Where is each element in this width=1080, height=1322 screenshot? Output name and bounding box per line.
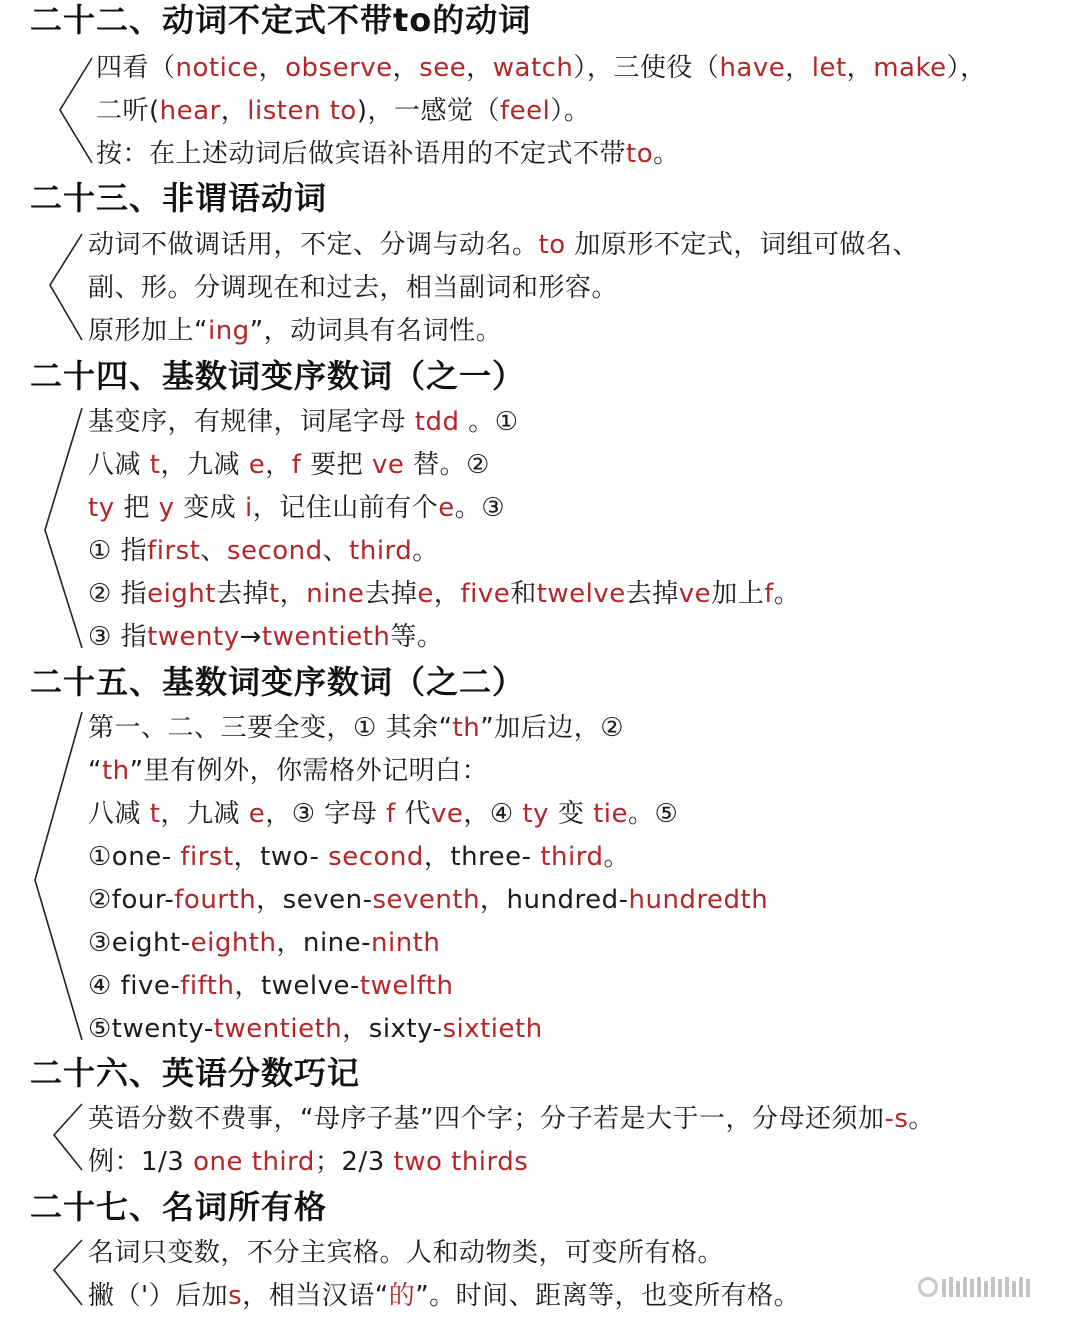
brace-s25 [35, 712, 82, 1040]
s26-line-2: 例：1/3 one third；2/3 two thirds [88, 1147, 529, 1177]
s24-line-6: ③ 指twenty→twentieth等。 [88, 622, 444, 652]
s26-line-1: 英语分数不费事，“母序子基”四个字；分子若是大于一，分母还须加-s。 [88, 1104, 935, 1134]
s22-line-3: 按：在上述动词后做宾语补语用的不定式不带to。 [96, 139, 680, 169]
watermark-circle-icon [918, 1277, 938, 1297]
watermark-logo [918, 1276, 1058, 1298]
s25-line-2: “th”里有例外，你需格外记明白： [88, 756, 489, 786]
watermark-bars-icon [942, 1277, 1030, 1297]
s22-line-1: 四看（notice，observe，see，watch），三使役（have，let，make）， [96, 53, 987, 83]
s24-line-3: ty 把 y 变成 i，记住山前有个e。③ [88, 493, 506, 523]
s25-line-8: ⑤twenty-twentieth，sixty-sixtieth [88, 1014, 543, 1044]
s24-line-5: ② 指eight去掉t，nine去掉e，five和twelve去掉ve加上f。 [88, 579, 801, 609]
s27-line-2: 撇（'）后加s，相当汉语“的”。时间、距离等，也变所有格。 [88, 1281, 801, 1311]
heading-s23: 二十三、非谓语动词 [30, 179, 328, 217]
heading-s26: 二十六、英语分数巧记 [30, 1054, 361, 1092]
s25-line-5: ②four-fourth，seven-seventh，hundred-hundredth [88, 885, 769, 915]
heading-s25: 二十五、基数词变序数词（之二） [30, 663, 526, 701]
s27-line-1: 名词只变数，不分主宾格。人和动物类，可变所有格。 [88, 1238, 725, 1268]
s23-line-1: 动词不做调话用，不定、分调与动名。to 加原形不定式，词组可做名、 [88, 230, 919, 260]
s24-line-2: 八减 t，九减 e，f 要把 ve 替。② [88, 450, 490, 480]
brace-s22 [60, 58, 92, 163]
heading-s22: 二十二、动词不定式不带to的动词 [30, 1, 532, 39]
s25-line-7: ④ five-fifth，twelve-twelfth [88, 971, 454, 1001]
s22-line-2: 二听(hear，listen to)，一感觉（feel）。 [96, 96, 591, 126]
brace-s24 [45, 408, 82, 648]
s24-line-1: 基变序，有规律，词尾字母 tdd 。① [88, 407, 519, 437]
s23-line-2: 副、形。分调现在和过去，相当副词和形容。 [88, 273, 619, 303]
brace-s27 [54, 1240, 82, 1305]
heading-s27: 二十七、名词所有格 [30, 1188, 328, 1226]
s23-line-3: 原形加上“ing”，动词具有名词性。 [88, 316, 503, 346]
s25-line-6: ③eight-eighth，nine-ninth [88, 928, 441, 958]
heading-s24: 二十四、基数词变序数词（之一） [30, 357, 526, 395]
s24-line-4: ① 指first、second、third。 [88, 536, 439, 566]
s25-line-1: 第一、二、三要全变，① 其余“th”加后边，② [88, 713, 625, 743]
brace-s23 [50, 234, 82, 340]
s25-line-3: 八减 t，九减 e，③ 字母 f 代ve，④ ty 变 tie。⑤ [88, 799, 679, 829]
brace-s26 [54, 1104, 82, 1170]
s25-line-4: ①one- first，two- second，three- third。 [88, 842, 630, 872]
